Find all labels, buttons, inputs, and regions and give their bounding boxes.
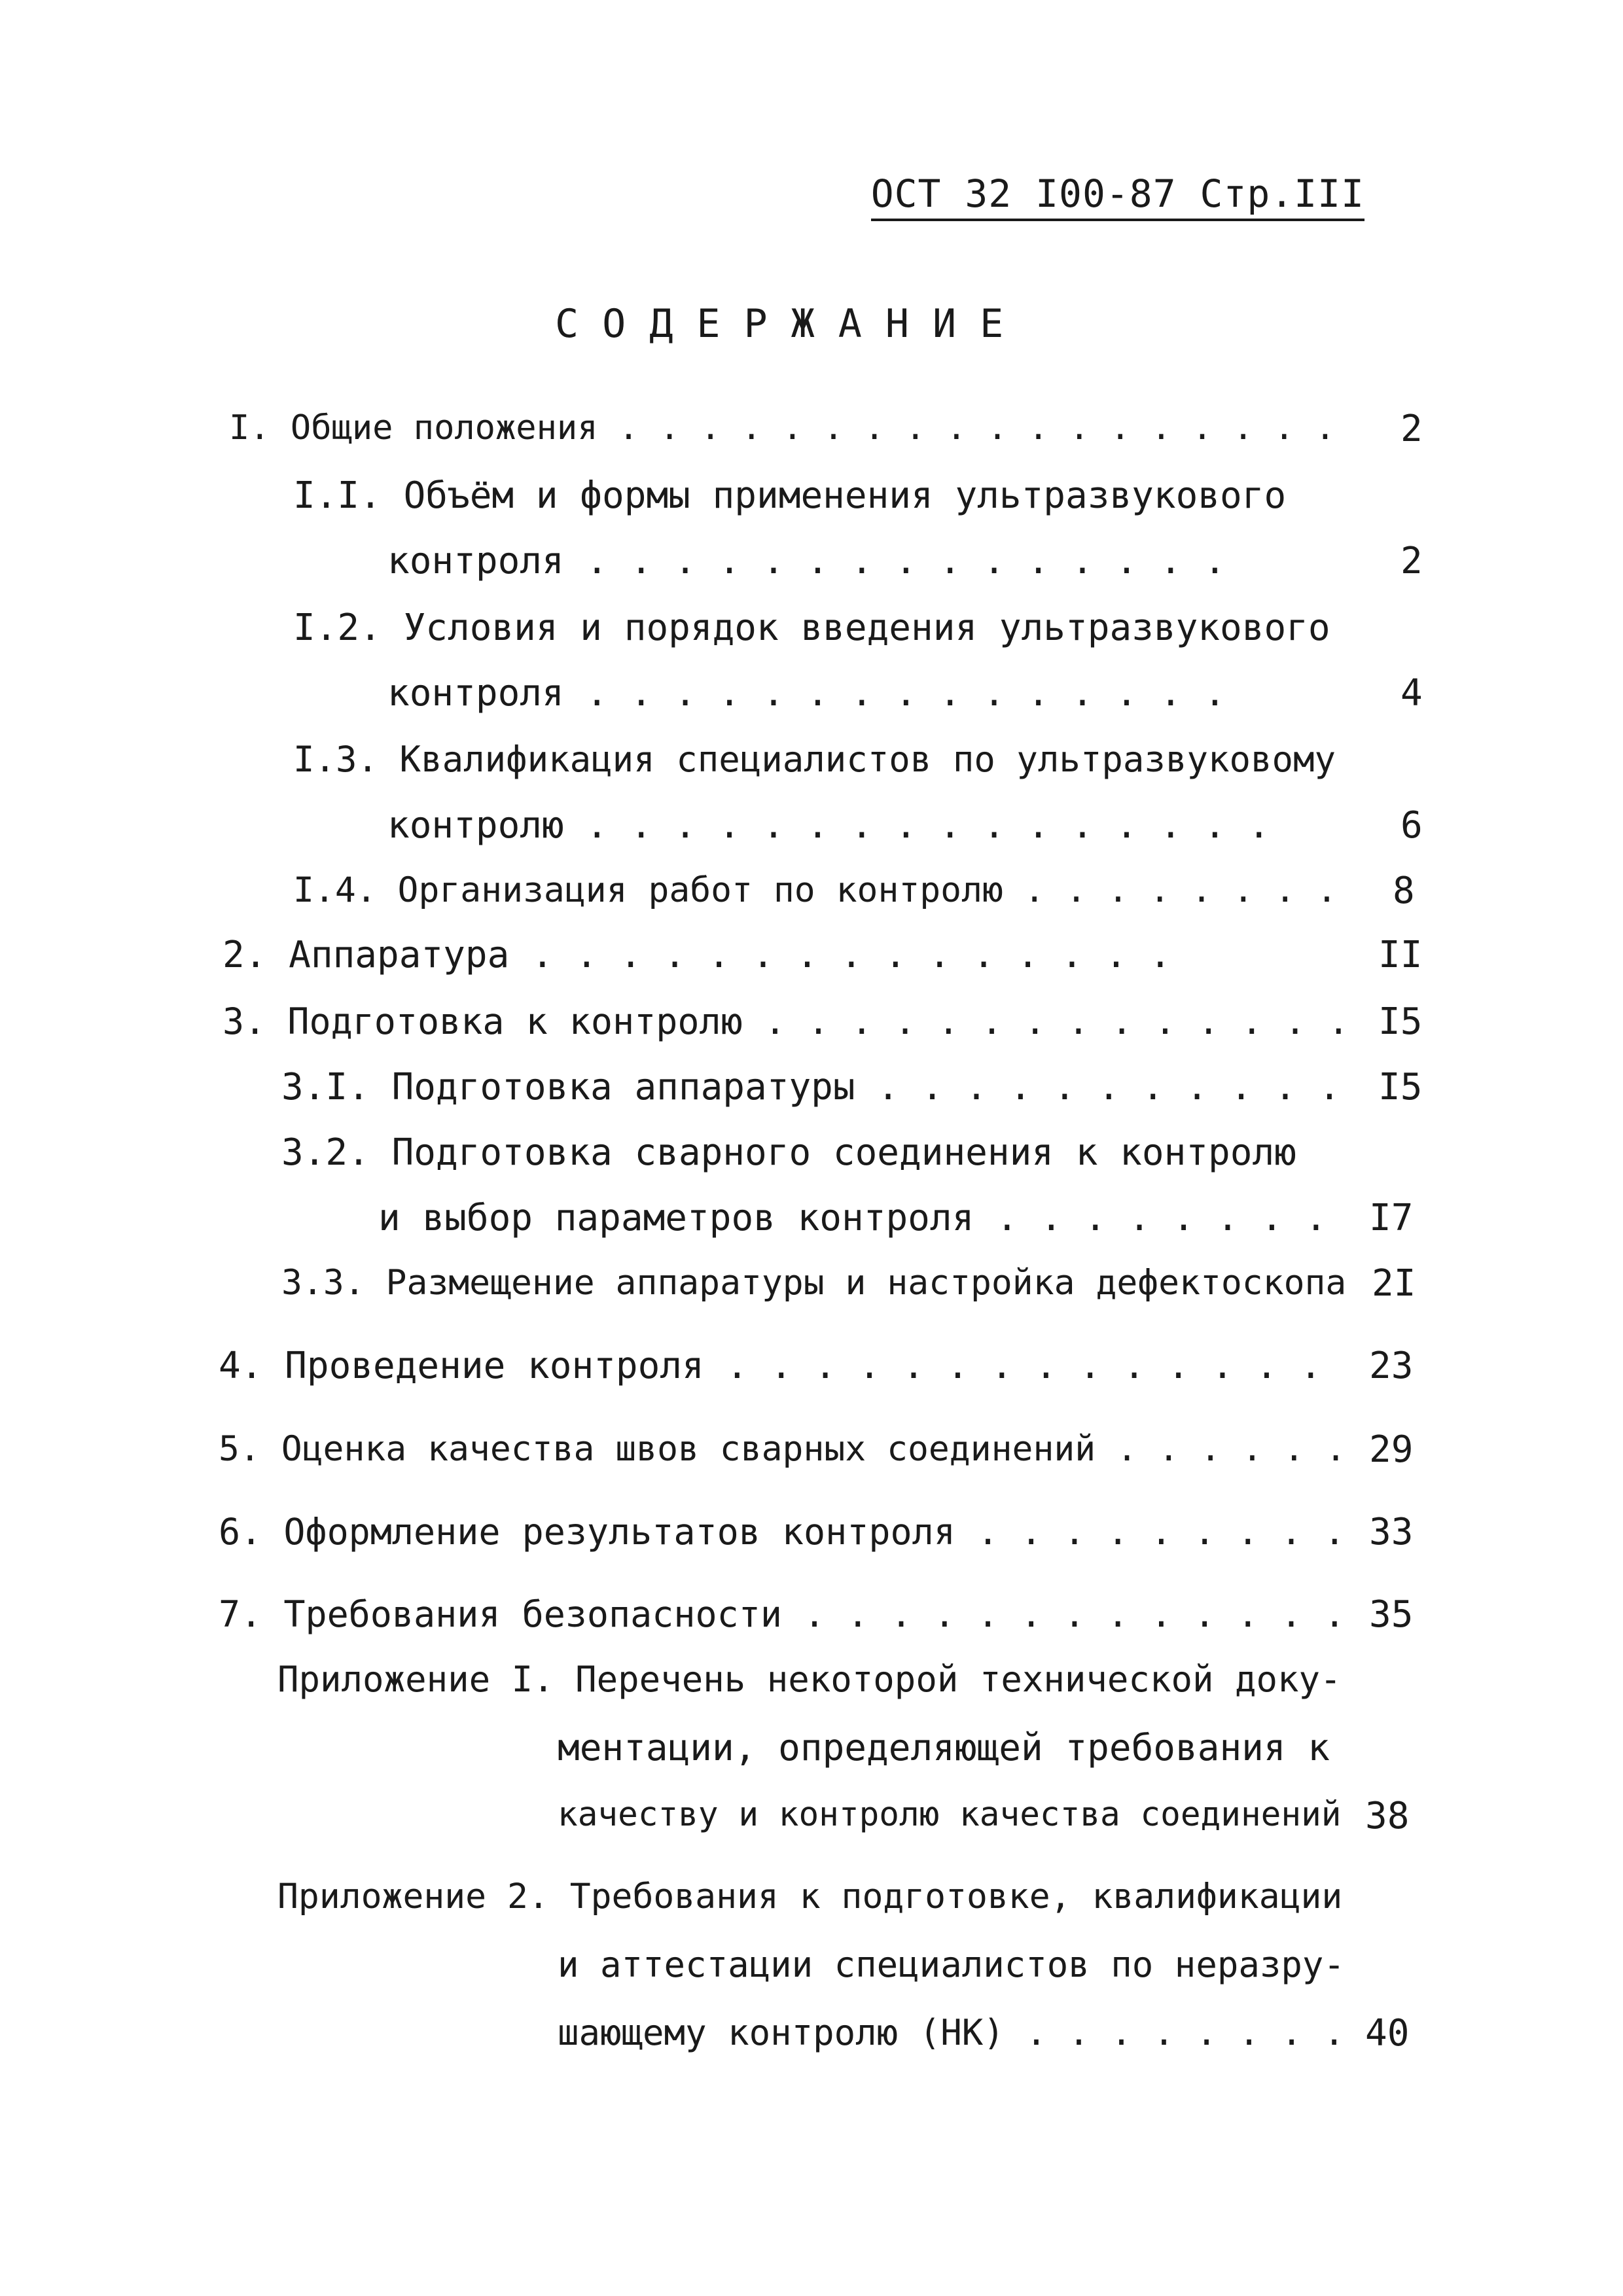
toc-page-number: 40 <box>1365 2012 1410 2055</box>
toc-page-number: 2I <box>1372 1262 1416 1305</box>
toc-entry: 4. Проведение контроля . . . . . . . . . . . . . . <box>219 1345 1322 1387</box>
toc-entry: 5. Оценка качества швов сварных соединений . . . . . . <box>219 1429 1347 1469</box>
toc-page-number: 35 <box>1369 1593 1414 1636</box>
toc-page-number: II <box>1378 934 1423 976</box>
toc-entry: I.I. Объём и формы применения ультразвукового <box>293 474 1287 517</box>
toc-page-number: 23 <box>1369 1345 1414 1387</box>
document-header: ОСТ 32 I00-87 Стр.III <box>871 171 1364 221</box>
toc-page-number: 2 <box>1400 540 1423 582</box>
toc-entry: 6. Оформление результатов контроля . . . . . . . . . <box>219 1511 1346 1553</box>
toc-page-number: 33 <box>1369 1511 1414 1553</box>
toc-entry: I.4. Организация работ по контролю . . . . . . . . <box>293 870 1338 910</box>
toc-entry: и выбор параметров контроля . . . . . . . . <box>378 1197 1327 1239</box>
toc-page-number: 4 <box>1400 672 1423 715</box>
toc-entry: качеству и контролю качества соединений <box>558 1795 1342 1834</box>
toc-entry: Приложение 2. Требования к подготовке, квалификации <box>277 1877 1343 1916</box>
toc-page-number: 6 <box>1400 804 1423 847</box>
toc-entry: контроля . . . . . . . . . . . . . . . <box>387 672 1226 715</box>
toc-entry: 7. Требования безопасности . . . . . . . . . . . . . <box>219 1593 1346 1635</box>
toc-entry: I.3. Квалификация специалистов по ультразвуковому <box>293 739 1336 780</box>
toc-page-number: 2 <box>1400 408 1423 450</box>
toc-entry: I. Общие положения . . . . . . . . . . . . . . . . . . <box>229 408 1336 448</box>
toc-entry: Приложение I. Перечень некоторой технической доку- <box>277 1659 1342 1700</box>
toc-entry: 3. Подготовка к контролю . . . . . . . . . . . . . . <box>223 1000 1349 1042</box>
toc-page-number: I7 <box>1369 1197 1414 1239</box>
toc-page-number: I5 <box>1378 1000 1423 1043</box>
toc-entry: контроля . . . . . . . . . . . . . . . <box>387 540 1226 582</box>
toc-page-number: 8 <box>1393 870 1415 912</box>
page-title: СОДЕРЖАНИЕ <box>555 301 1027 347</box>
toc-page-number: 38 <box>1365 1795 1410 1837</box>
toc-entry: 3.3. Размещение аппаратуры и настройка дефектоскопа <box>281 1263 1347 1303</box>
toc-entry: ментации, определяющей требования к <box>558 1727 1330 1769</box>
toc-entry: контролю . . . . . . . . . . . . . . . . <box>387 804 1270 847</box>
toc-page-number: 29 <box>1369 1428 1414 1471</box>
toc-entry: 3.I. Подготовка аппаратуры . . . . . . . . . . . <box>281 1066 1341 1108</box>
toc-page-number: I5 <box>1378 1066 1423 1108</box>
toc-entry: I.2. Условия и порядок введения ультразвукового <box>293 607 1330 649</box>
toc-entry: 2. Аппаратура . . . . . . . . . . . . . . . <box>223 934 1171 976</box>
toc-entry: 3.2. Подготовка сварного соединения к контролю <box>281 1131 1296 1174</box>
toc-entry: и аттестации специалистов по неразру- <box>558 1944 1345 1985</box>
toc-entry: шающему контролю (НК) . . . . . . . . <box>558 2012 1345 2053</box>
